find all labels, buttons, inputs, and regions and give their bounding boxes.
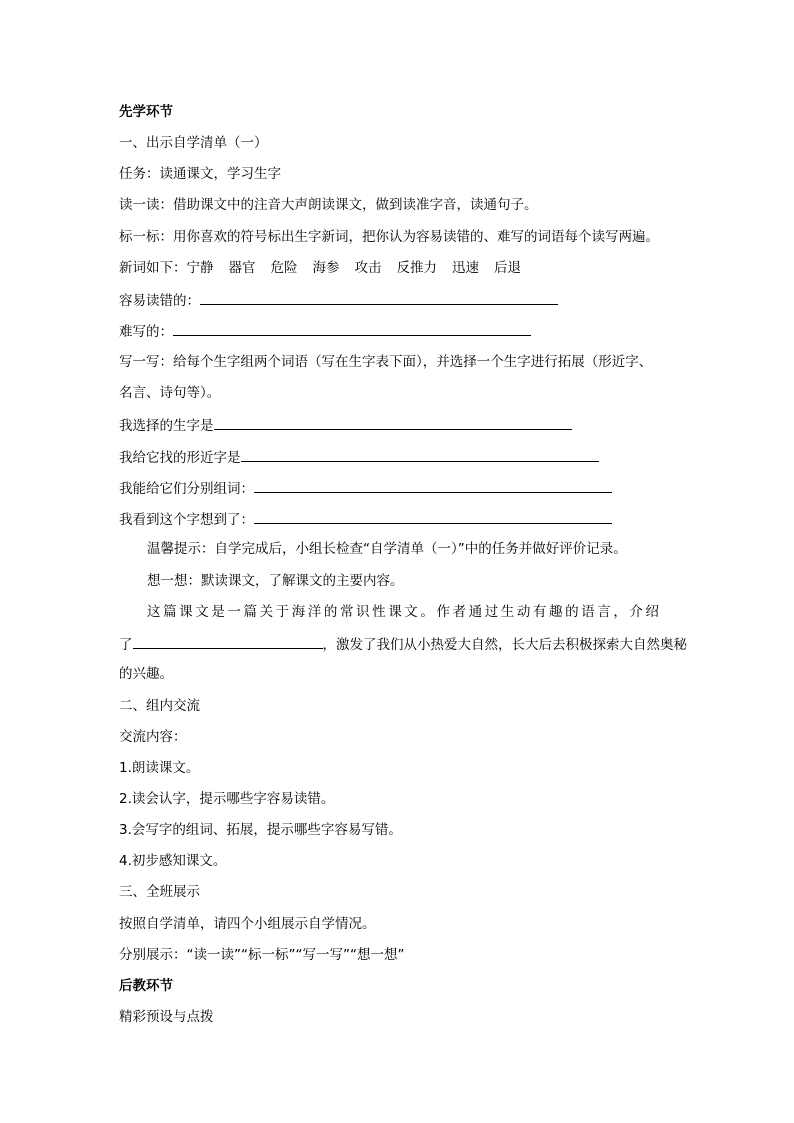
new-word: 宁静 <box>186 260 214 276</box>
new-word: 器官 <box>228 260 256 276</box>
hard-write-line <box>119 322 531 340</box>
summary-suffix: ，激发了我们从小热爱大自然，长大后去积极探索大自然奥秘 <box>322 637 687 653</box>
exchange-item: 3.会写字的组词、拓展，提示哪些字容易写错。 <box>119 822 402 838</box>
new-word: 后退 <box>494 260 521 276</box>
section2-title: 二、组内交流 <box>119 698 200 714</box>
hard-write-label: 难写的： <box>119 324 173 340</box>
chosen-char-label: 我选择的生字是 <box>119 418 214 434</box>
read-line: 读一读：借助课文中的注音大声朗读课文，做到读准字音，读通句子。 <box>119 197 538 213</box>
heading-first-study: 先学环节 <box>119 104 173 120</box>
exchange-label: 交流内容： <box>119 729 187 745</box>
easy-wrong-line <box>119 291 558 309</box>
summary-line-2 <box>119 635 687 653</box>
think-of-label: 我看到这个字想到了： <box>119 512 254 528</box>
write-line-1: 写一写：给每个生字组两个词语（写在生字表下面），并选择一个生字进行拓展（形近字、 <box>119 354 653 370</box>
chosen-char-line <box>119 416 572 434</box>
mark-line: 标一标：用你喜欢的符号标出生字新词，把你认为容易读错的、难写的词语每个读写两遍。 <box>119 229 659 245</box>
exchange-item: 2.读会认字，提示哪些字容易读错。 <box>119 791 335 807</box>
summary-line-3: 的兴趣。 <box>119 666 173 682</box>
group-words-label: 我能给它们分别组词： <box>119 481 254 497</box>
new-word: 攻击 <box>354 260 382 276</box>
new-word: 反推力 <box>396 260 437 276</box>
similar-char-line <box>119 448 599 466</box>
exchange-item: 4.初步感知课文。 <box>119 853 227 869</box>
section3-title: 三、全班展示 <box>119 884 200 900</box>
new-word: 危险 <box>270 260 298 276</box>
summary-prefix: 了 <box>119 637 133 653</box>
new-word: 迅速 <box>452 260 479 276</box>
new-word: 海参 <box>312 260 340 276</box>
hard-write-blank[interactable] <box>173 322 531 336</box>
think-of-blank[interactable] <box>254 510 612 524</box>
new-words-label: 新词如下： <box>119 260 187 276</box>
write-line-2: 名言、诗句等）。 <box>119 385 221 401</box>
think-of-line <box>119 510 612 528</box>
similar-char-blank[interactable] <box>241 448 599 462</box>
chosen-char-blank[interactable] <box>214 416 572 430</box>
tip-line: 温馨提示：自学完成后，小组长检查“自学清单（一）”中的任务并做好评价记录。 <box>147 541 627 557</box>
summary-blank[interactable] <box>133 635 323 649</box>
show-list: 分别展示：“读一读”“标一标”“写一写”“想一想” <box>119 947 405 963</box>
easy-wrong-blank[interactable] <box>200 291 558 305</box>
group-words-blank[interactable] <box>254 479 612 493</box>
group-words-line <box>119 479 612 497</box>
new-words-line <box>119 260 521 276</box>
last-line: 精彩预设与点拨 <box>119 1009 214 1025</box>
heading-after-teach: 后教环节 <box>119 978 173 994</box>
show-intro: 按照自学清单，请四个小组展示自学情况。 <box>119 916 376 932</box>
easy-wrong-label: 容易读错的： <box>119 293 200 309</box>
similar-char-label: 我给它找的形近字是 <box>119 450 241 466</box>
think-line: 想一想：默读课文，了解课文的主要内容。 <box>147 573 404 589</box>
exchange-item: 1.朗读课文。 <box>119 760 200 776</box>
task-line: 任务：读通课文，学习生字 <box>119 166 281 182</box>
summary-line-1: 这篇课文是一篇关于海洋的常识性课文。作者通过生动有趣的语言，介绍 <box>147 604 659 620</box>
section1-title: 一、出示自学清单（一） <box>119 135 268 151</box>
